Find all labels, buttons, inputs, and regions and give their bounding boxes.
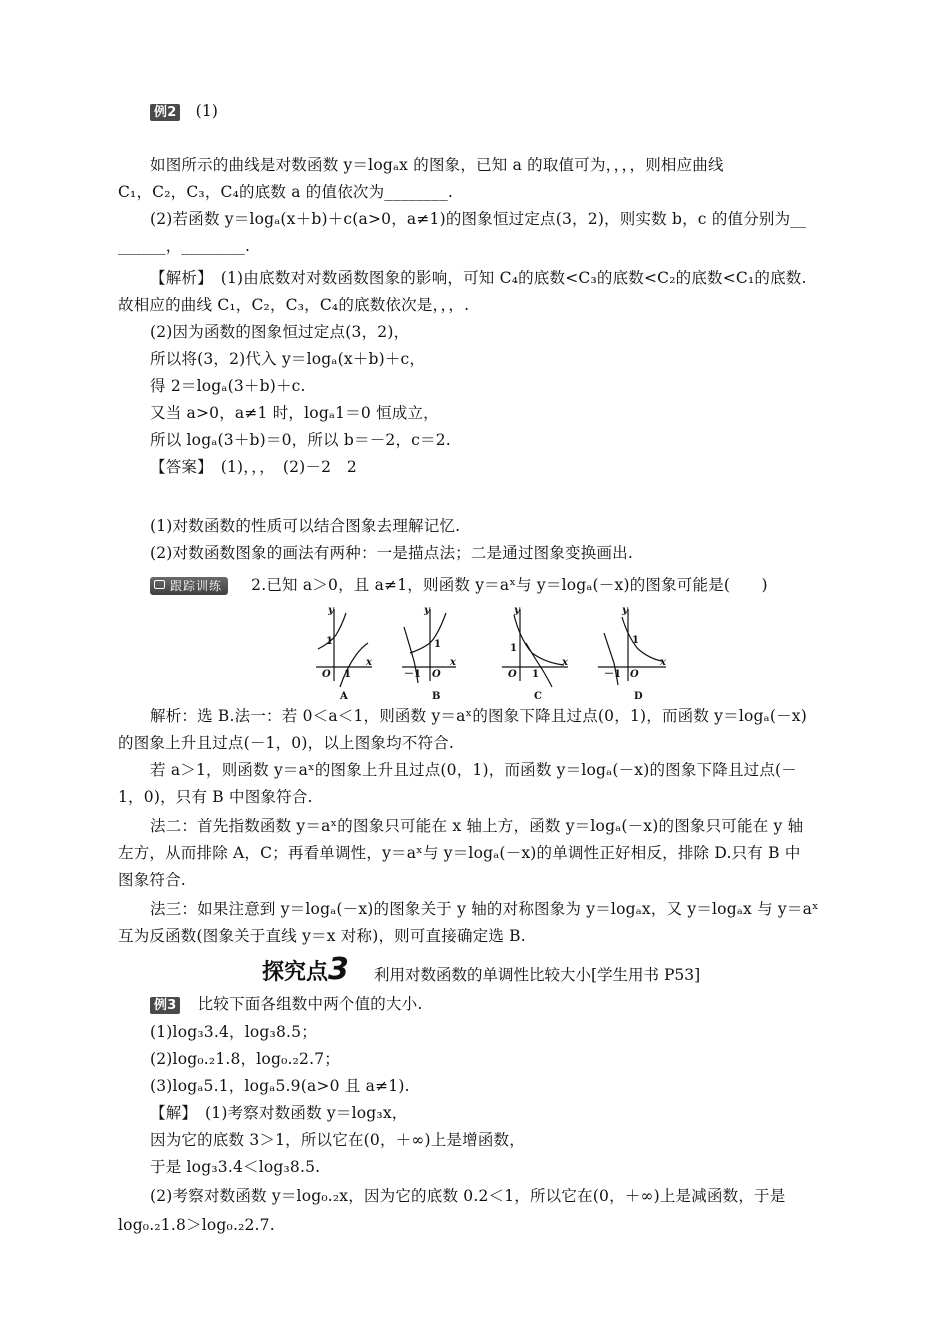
note-line1: (1)对数函数的性质可以结合图象去理解记忆. (150, 517, 461, 535)
solution-line4: 1，0)，只有 B 中图象符合. (118, 788, 313, 806)
graph-d-caption: D (634, 691, 643, 702)
solution-line5: 法二：首先指数函数 y＝aˣ的图象只可能在 x 轴上方，函数 y＝logₐ(－x)的图象只可能在 y 轴 (150, 817, 804, 835)
graph-d-one-label: 1 (632, 635, 639, 646)
graph-d-x-label: x (660, 657, 666, 668)
graph-a-y-label: y (328, 605, 334, 616)
example3-solution-line3: (2)考察对数函数 y＝log₀.₂x，因为它的底数 0.2＜1，所以它在(0，＋∞)上是减函数，于是 (150, 1187, 786, 1205)
example2-p2-line1: (2)若函数 y＝logₐ(x＋b)＋c(a>0，a≠1)的图象恒过定点(3，2)，则实数 b，c 的值分别为__ (150, 210, 807, 228)
graph-b-x-label: x (450, 657, 456, 668)
analysis-line4: 所以将(3，2)代入 y＝logₐ(x＋b)＋c， (150, 350, 426, 368)
graph-c-caption: C (534, 691, 542, 702)
graph-c-one-label: 1 (510, 643, 517, 654)
example3-solution-line1: 因为它的底数 3＞1，所以它在(0，＋∞)上是增函数， (150, 1131, 525, 1149)
solution-line9: 互为反函数(图象关于直线 y＝x 对称)，则可直接确定选 B. (118, 927, 526, 945)
example2-header (150, 101, 218, 121)
graph-b-caption: B (432, 691, 441, 702)
graph-a-one-x-label: 1 (344, 669, 351, 680)
analysis-line7: 所以 logₐ(3＋b)＝0，所以 b＝－2，c＝2. (150, 431, 451, 449)
graph-c-one-x-label: 1 (532, 669, 539, 680)
solution-line1: 解析：选 B.法一：若 0＜a＜1，则函数 y＝aˣ的图象下降且过点(0，1)，而函数 y＝logₐ(－x) (150, 707, 807, 725)
graph-c-curve-log (526, 643, 552, 687)
section3-heading-text: 探究点 (262, 960, 329, 985)
example2-p1-line2: C₁，C₂，C₃，C₄的底数 a 的值依次为________. (118, 183, 454, 201)
solution-line3: 若 a＞1，则函数 y＝aˣ的图象上升且过点(0，1)，而函数 y＝logₐ(－x)的图象下降且过点(－ (150, 761, 797, 779)
graph-c-x-label: x (562, 657, 568, 668)
section3-heading-number: 3 (328, 952, 349, 987)
graph-b-neg-one-label: －1 (404, 669, 421, 680)
example2-tag: 例2 (150, 104, 180, 121)
example3-header (150, 994, 423, 1014)
example2-p1-line1: 如图所示的曲线是对数函数 y＝logₐx 的图象，已知 a 的取值可为，，，，则相应曲线 (150, 156, 724, 174)
follow-practice-row (150, 575, 768, 595)
answer-graphs (306, 603, 676, 703)
analysis-line5: 得 2＝logₐ(3＋b)＋c. (150, 377, 306, 395)
follow-practice-badge: 跟踪训练 (150, 577, 228, 595)
solution-line8: 法三：如果注意到 y＝logₐ(－x)的图象关于 y 轴的对称图象为 y＝logₐx，又 y＝logₐx 与 y＝aˣ (150, 900, 819, 918)
graph-a-curve-log (340, 643, 368, 687)
graph-d-origin-label: O (630, 669, 639, 680)
graph-a-caption: A (340, 691, 348, 702)
note-line2: (2)对数函数图象的画法有两种：一是描点法；二是通过图象变换画出. (150, 544, 633, 562)
answer-line: 【答案】 (1)，，， (2)－2 2 (150, 458, 357, 476)
graph-c-curve-exp (514, 615, 564, 665)
graph-b-origin-label: O (432, 669, 441, 680)
section3-heading (262, 952, 349, 987)
example3-tag: 例3 (150, 997, 180, 1014)
graph-b-one-label: 1 (434, 639, 441, 650)
example3-item2: (2)log₀.₂1.8，log₀.₂2.7； (150, 1050, 340, 1068)
example3-solution-line4: log₀.₂1.8＞log₀.₂2.7. (118, 1216, 275, 1234)
analysis-line3: (2)因为函数的图象恒过定点(3，2)， (150, 323, 410, 341)
graph-a-one-label: 1 (326, 636, 333, 647)
example3-solution-line2: 于是 log₃3.4＜log₃8.5. (150, 1158, 321, 1176)
analysis-line1: 【解析】 (1)由底数对对数函数图象的影响，可知 C₄的底数<C₃的底数<C₂的底数<C₁的底数. (150, 269, 807, 287)
solution-line7: 图象符合. (118, 871, 186, 889)
example3-intro: 比较下面各组数中两个值的大小. (197, 995, 423, 1013)
graph-a-x-label: x (366, 657, 372, 668)
analysis-line6: 又当 a>0，a≠1 时，logₐ1＝0 恒成立， (150, 404, 439, 422)
graph-d-y-label: y (622, 605, 628, 616)
example2-part1-label: (1) (195, 102, 219, 120)
example3-solution-line0: 【解】 (1)考察对数函数 y＝log₃x， (150, 1104, 408, 1122)
section3-subtitle: 利用对数函数的单调性比较大小[学生用书 P53] (374, 966, 701, 984)
graph-d-neg-one-label: －1 (604, 669, 621, 680)
example3-item3: (3)logₐ5.1，logₐ5.9(a>0 且 a≠1). (150, 1077, 410, 1095)
graph-c-y-label: y (514, 605, 520, 616)
example2-p2-line2: ______，________. (118, 237, 251, 255)
graph-b-y-label: y (424, 605, 430, 616)
graph-a-origin-label: O (322, 669, 331, 680)
solution-line2: 的图象上升且过点(－1，0)，以上图象均不符合. (118, 734, 455, 752)
follow-question: 2.已知 a＞0，且 a≠1，则函数 y＝aˣ与 y＝logₐ(－x)的图象可能是( ) (251, 576, 768, 594)
example3-item1: (1)log₃3.4，log₃8.5； (150, 1023, 317, 1041)
graph-c-origin-label: O (508, 669, 517, 680)
analysis-line2: 故相应的曲线 C₁，C₂，C₃，C₄的底数依次是，，，. (118, 296, 470, 314)
solution-line6: 左方，从而排除 A，C；再看单调性，y＝aˣ与 y＝logₐ(－x)的单调性正好相反，排除 D.只有 B 中 (118, 844, 801, 862)
